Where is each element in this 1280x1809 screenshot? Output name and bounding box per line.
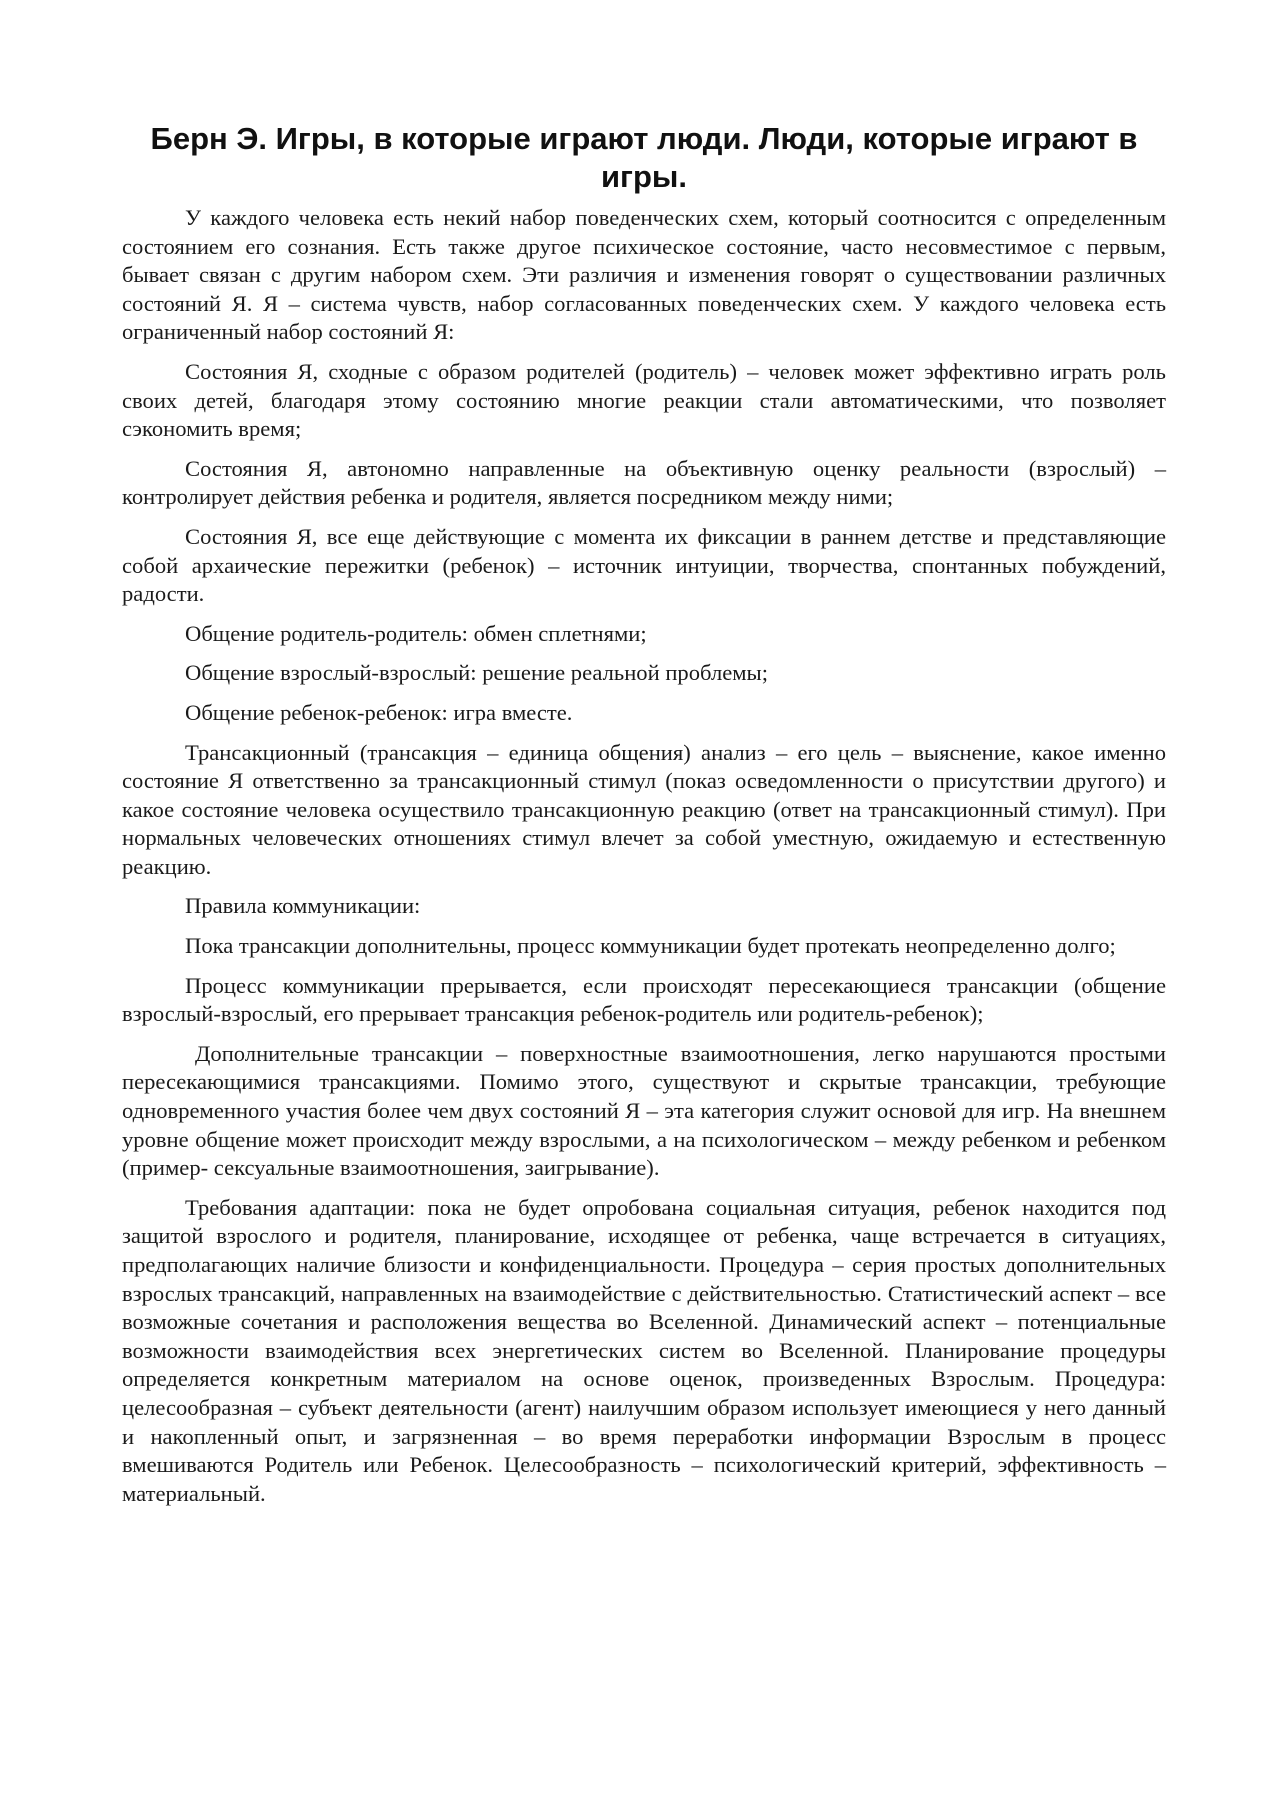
paragraph-child-child: Общение ребенок-ребенок: игра вместе. <box>185 699 573 725</box>
paragraph-communication-rules-heading: Правила коммуникации: <box>185 893 421 919</box>
paragraph-child-state: Состояния Я, все еще действующие с момента их фиксации в раннем детстве и представляющие собой архаические пережитки (ребенок) – источник интуиции, творчества, спонтанных побуждений, радости. <box>122 523 1166 607</box>
paragraph-parent-state: Состояния Я, сходные с образом родителей (родитель) – человек может эффективно играть роль своих детей, благодаря этому состоянию многие реакции стали автоматическими, что позволяет сэкономить время; <box>122 358 1166 442</box>
document-title: Берн Э. Игры, в которые играют люди. Люди, которые играют в игры. <box>150 121 1138 194</box>
paragraph-adult-adult: Общение взрослый-взрослый: решение реальной проблемы; <box>185 660 769 686</box>
paragraph-adult-state: Состояния Я, автономно направленные на объективную оценку реальности (взрослый) – контролирует действия ребенка и родителя, является посредником между ними; <box>122 455 1166 510</box>
paragraph-rule-complementary: Пока трансакции дополнительны, процесс коммуникации будет протекать неопределенно долго; <box>185 933 1116 959</box>
paragraph-transactional-analysis: Трансакционный (трансакция – единица общения) анализ – его цель – выяснение, какое именно состояние Я ответственно за трансакционный стимул (показ осведомленности о присутствии другого) и какое состояние человека осуществило трансакционную реакцию (ответ на трансакционный стимул). При нормальных человеческих отношениях стимул влечет за собой уместную, ожидаемую и естественную реакцию. <box>122 739 1166 879</box>
document-body <box>122 120 1166 1519</box>
paragraph-adaptation-requirements: Требования адаптации: пока не будет опробована социальная ситуация, ребенок находится под защитой взрослого и родителя, планирование, исходящее от ребенка, чаще встречается в ситуациях, предполагающих наличие близости и конфиденциальности. Процедура – серия простых дополнительных взрослых трансакций, направленных на взаимодействие с действительностью. Статистический аспект – все возможные сочетания и расположения вещества во Вселенной. Динамический аспект – потенциальные возможности взаимодействия всех энергетических систем во Вселенной. Планирование процедуры определяется конкретным материалом на основе оценок, произведенных Взрослым. Процедура: целесообразная – субъект деятельности (агент) наилучшим образом использует имеющиеся у него данный и накопленный опыт, и загрязненная – во время переработки информации Взрослым в процесс вмешиваются Родитель или Ребенок. Целесообразность – психологический критерий, эффективность – материальный. <box>122 1194 1166 1506</box>
paragraph-ulterior-transactions: Дополнительные трансакции – поверхностные взаимоотношения, легко нарушаются простыми пересекающимися трансакциями. Помимо этого, существуют и скрытые трансакции, требующие одновременного участия более чем двух состояний Я – эта категория служит основой для игр. На внешнем уровне общение может происходит между взрослыми, а на психологическом – между ребенком и ребенком (пример- сексуальные взаимоотношения, заигрывание). <box>122 1040 1166 1181</box>
paragraph-parent-parent: Общение родитель-родитель: обмен сплетнями; <box>185 620 647 646</box>
paragraph-rule-crossed: Процесс коммуникации прерывается, если происходят пересекающиеся трансакции (общение взрослый-взрослый, его прерывает трансакция ребенок-родитель или родитель-ребенок); <box>122 972 1166 1027</box>
paragraph-ego-states-intro: У каждого человека есть некий набор поведенческих схем, который соотносится с определенным состоянием его сознания. Есть также другое психическое состояние, часто несовместимое с первым, бывает связан с другим набором схем. Эти различия и изменения говорят о существовании различных состояний Я. Я – система чувств, набор согласованных поведенческих схем. У каждого человека есть ограниченный набор состояний Я: <box>122 205 1166 345</box>
